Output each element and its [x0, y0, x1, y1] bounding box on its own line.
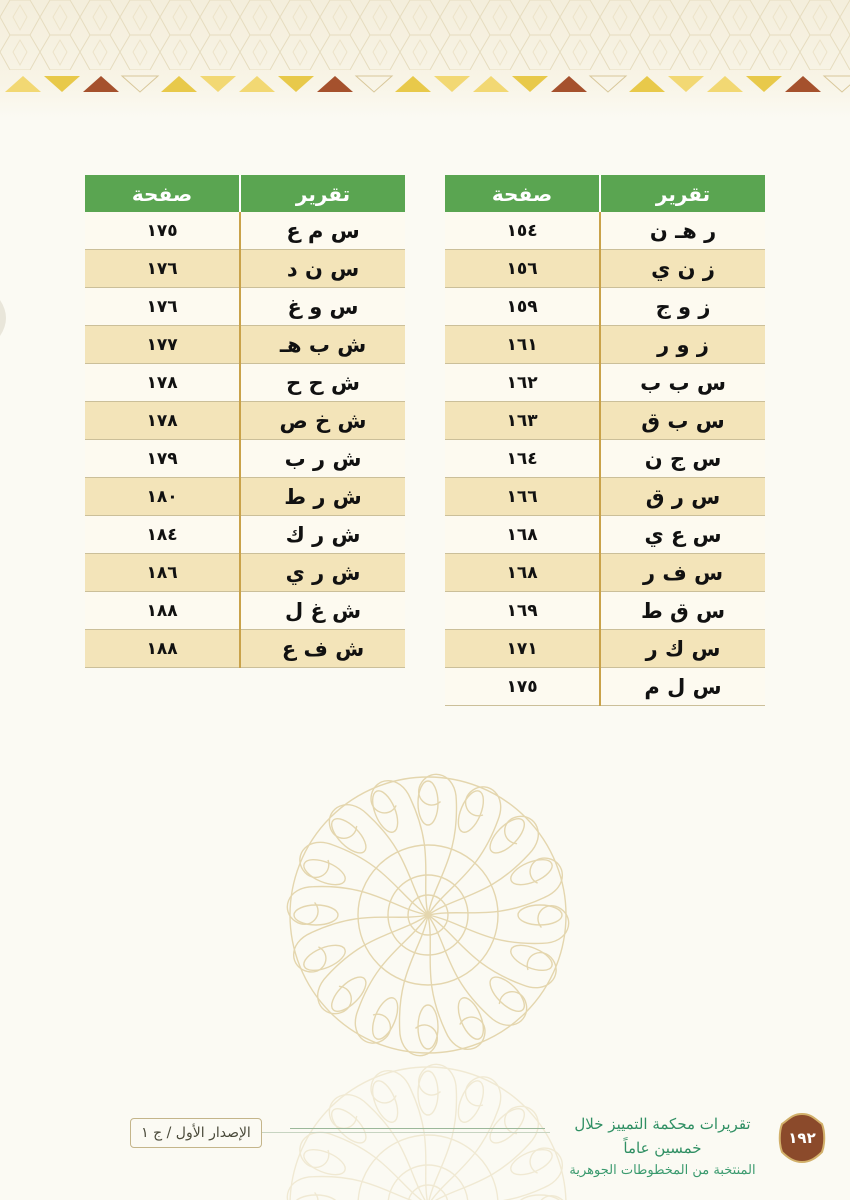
page-cell: ١٧٩ [85, 440, 240, 478]
table-row [445, 326, 765, 364]
table-row [85, 402, 405, 440]
page-cell: ١٥٩ [445, 288, 600, 326]
table-row [85, 288, 405, 326]
triangle-border [0, 72, 850, 96]
term-column-header: تقرير [240, 175, 405, 212]
table-row [445, 554, 765, 592]
table-row [85, 516, 405, 554]
border-triangle [707, 76, 743, 92]
page-cell: ١٧٦ [85, 250, 240, 288]
table-header-row [445, 175, 765, 212]
border-triangle [785, 76, 821, 92]
border-triangle [512, 76, 548, 92]
term-cell: ز و ر [600, 326, 765, 364]
border-triangle [278, 76, 314, 92]
term-cell: ش ر ي [240, 554, 405, 592]
border-triangle [824, 76, 850, 92]
border-triangle [629, 76, 665, 92]
border-triangle [122, 76, 158, 92]
term-cell: ش ر ط [240, 478, 405, 516]
term-cell: س ك ر [600, 630, 765, 668]
table-row [85, 554, 405, 592]
table-row [445, 478, 765, 516]
table-row [445, 364, 765, 402]
term-column-header: تقرير [600, 175, 765, 212]
table-row [85, 478, 405, 516]
border-triangle [239, 76, 275, 92]
border-triangle [590, 76, 626, 92]
table-row [85, 630, 405, 668]
border-triangle [44, 76, 80, 92]
term-cell: ش خ ص [240, 402, 405, 440]
table-row [85, 364, 405, 402]
term-cell: س ب ب [600, 364, 765, 402]
page-cell: ١٨٤ [85, 516, 240, 554]
page-cell: ١٦٢ [445, 364, 600, 402]
border-triangle [668, 76, 704, 92]
page-cell: ١٦٩ [445, 592, 600, 630]
book-title-line2: المنتخبة من المخطوطات الجوهرية [569, 1163, 756, 1178]
book-title-line1: تقريرات محكمة التمييز خلال خمسين عاماً [574, 1115, 751, 1157]
page-cell: ١٧٥ [445, 668, 600, 706]
page-cell: ١٦٦ [445, 478, 600, 516]
term-cell: ر هـ ن [600, 212, 765, 250]
table-row [445, 516, 765, 554]
header-decoration [0, 0, 850, 118]
page-cell: ١٨٨ [85, 630, 240, 668]
page-column-header: صفحة [85, 175, 240, 212]
table-row [445, 440, 765, 478]
page-cell: ١٧٥ [85, 212, 240, 250]
term-cell: س ج ن [600, 440, 765, 478]
table-row [85, 326, 405, 364]
table-row [445, 288, 765, 326]
medallion-reflection [283, 1060, 573, 1200]
table-header-row [85, 175, 405, 212]
table-row [445, 668, 765, 706]
page-cell: ١٦٨ [445, 554, 600, 592]
page-cell: ١٦٤ [445, 440, 600, 478]
arabesque-medallion [283, 770, 573, 1060]
page-cell: ١٦١ [445, 326, 600, 364]
page-cell: ١٥٦ [445, 250, 600, 288]
table-row [445, 250, 765, 288]
term-cell: س ل م [600, 668, 765, 706]
term-cell: س ر ق [600, 478, 765, 516]
table-row [85, 212, 405, 250]
index-table-left [85, 175, 405, 668]
border-triangle [200, 76, 236, 92]
page-cell: ١٧٦ [85, 288, 240, 326]
table-row [445, 592, 765, 630]
border-triangle [746, 76, 782, 92]
border-triangle [161, 76, 197, 92]
term-cell: ز و ج [600, 288, 765, 326]
table-row [85, 592, 405, 630]
page-cell: ١٧٧ [85, 326, 240, 364]
page-cell: ١٧١ [445, 630, 600, 668]
table-row [445, 212, 765, 250]
border-triangle [395, 76, 431, 92]
border-triangle [551, 76, 587, 92]
page-cell: ١٧٨ [85, 402, 240, 440]
term-cell: س ف ر [600, 554, 765, 592]
page-cell: ١٨٠ [85, 478, 240, 516]
border-triangle [434, 76, 470, 92]
book-title-logo [555, 1112, 770, 1178]
page-edge-mark [0, 300, 14, 336]
border-triangle [356, 76, 392, 92]
border-triangle [317, 76, 353, 92]
term-cell: س و غ [240, 288, 405, 326]
term-cell: س ق ط [600, 592, 765, 630]
term-cell: س م ع [240, 212, 405, 250]
geometric-pattern [0, 0, 850, 70]
term-cell: ش ف ع [240, 630, 405, 668]
border-triangle [473, 76, 509, 92]
term-cell: ش ب هـ [240, 326, 405, 364]
border-triangle [83, 76, 119, 92]
term-cell: س ب ق [600, 402, 765, 440]
term-cell: ز ن ي [600, 250, 765, 288]
term-cell: ش ر ك [240, 516, 405, 554]
page-cell: ١٨٨ [85, 592, 240, 630]
page-cell: ١٥٤ [445, 212, 600, 250]
page-cell: ١٦٨ [445, 516, 600, 554]
term-cell: ش ح ح [240, 364, 405, 402]
term-cell: س ع ي [600, 516, 765, 554]
border-triangle [5, 76, 41, 92]
table-row [85, 440, 405, 478]
table-row [85, 250, 405, 288]
term-cell: ش غ ل [240, 592, 405, 630]
index-table-right [445, 175, 765, 706]
page-cell: ١٧٨ [85, 364, 240, 402]
term-cell: ش ر ب [240, 440, 405, 478]
term-cell: س ن د [240, 250, 405, 288]
table-row [445, 402, 765, 440]
table-row [445, 630, 765, 668]
volume-label: الإصدار الأول / ج ١ [130, 1118, 262, 1148]
page-number: ١٩٢ [788, 1129, 816, 1147]
page-cell: ١٨٦ [85, 554, 240, 592]
page-cell: ١٦٣ [445, 402, 600, 440]
footer-rule-accent [290, 1128, 545, 1129]
page-column-header: صفحة [445, 175, 600, 212]
